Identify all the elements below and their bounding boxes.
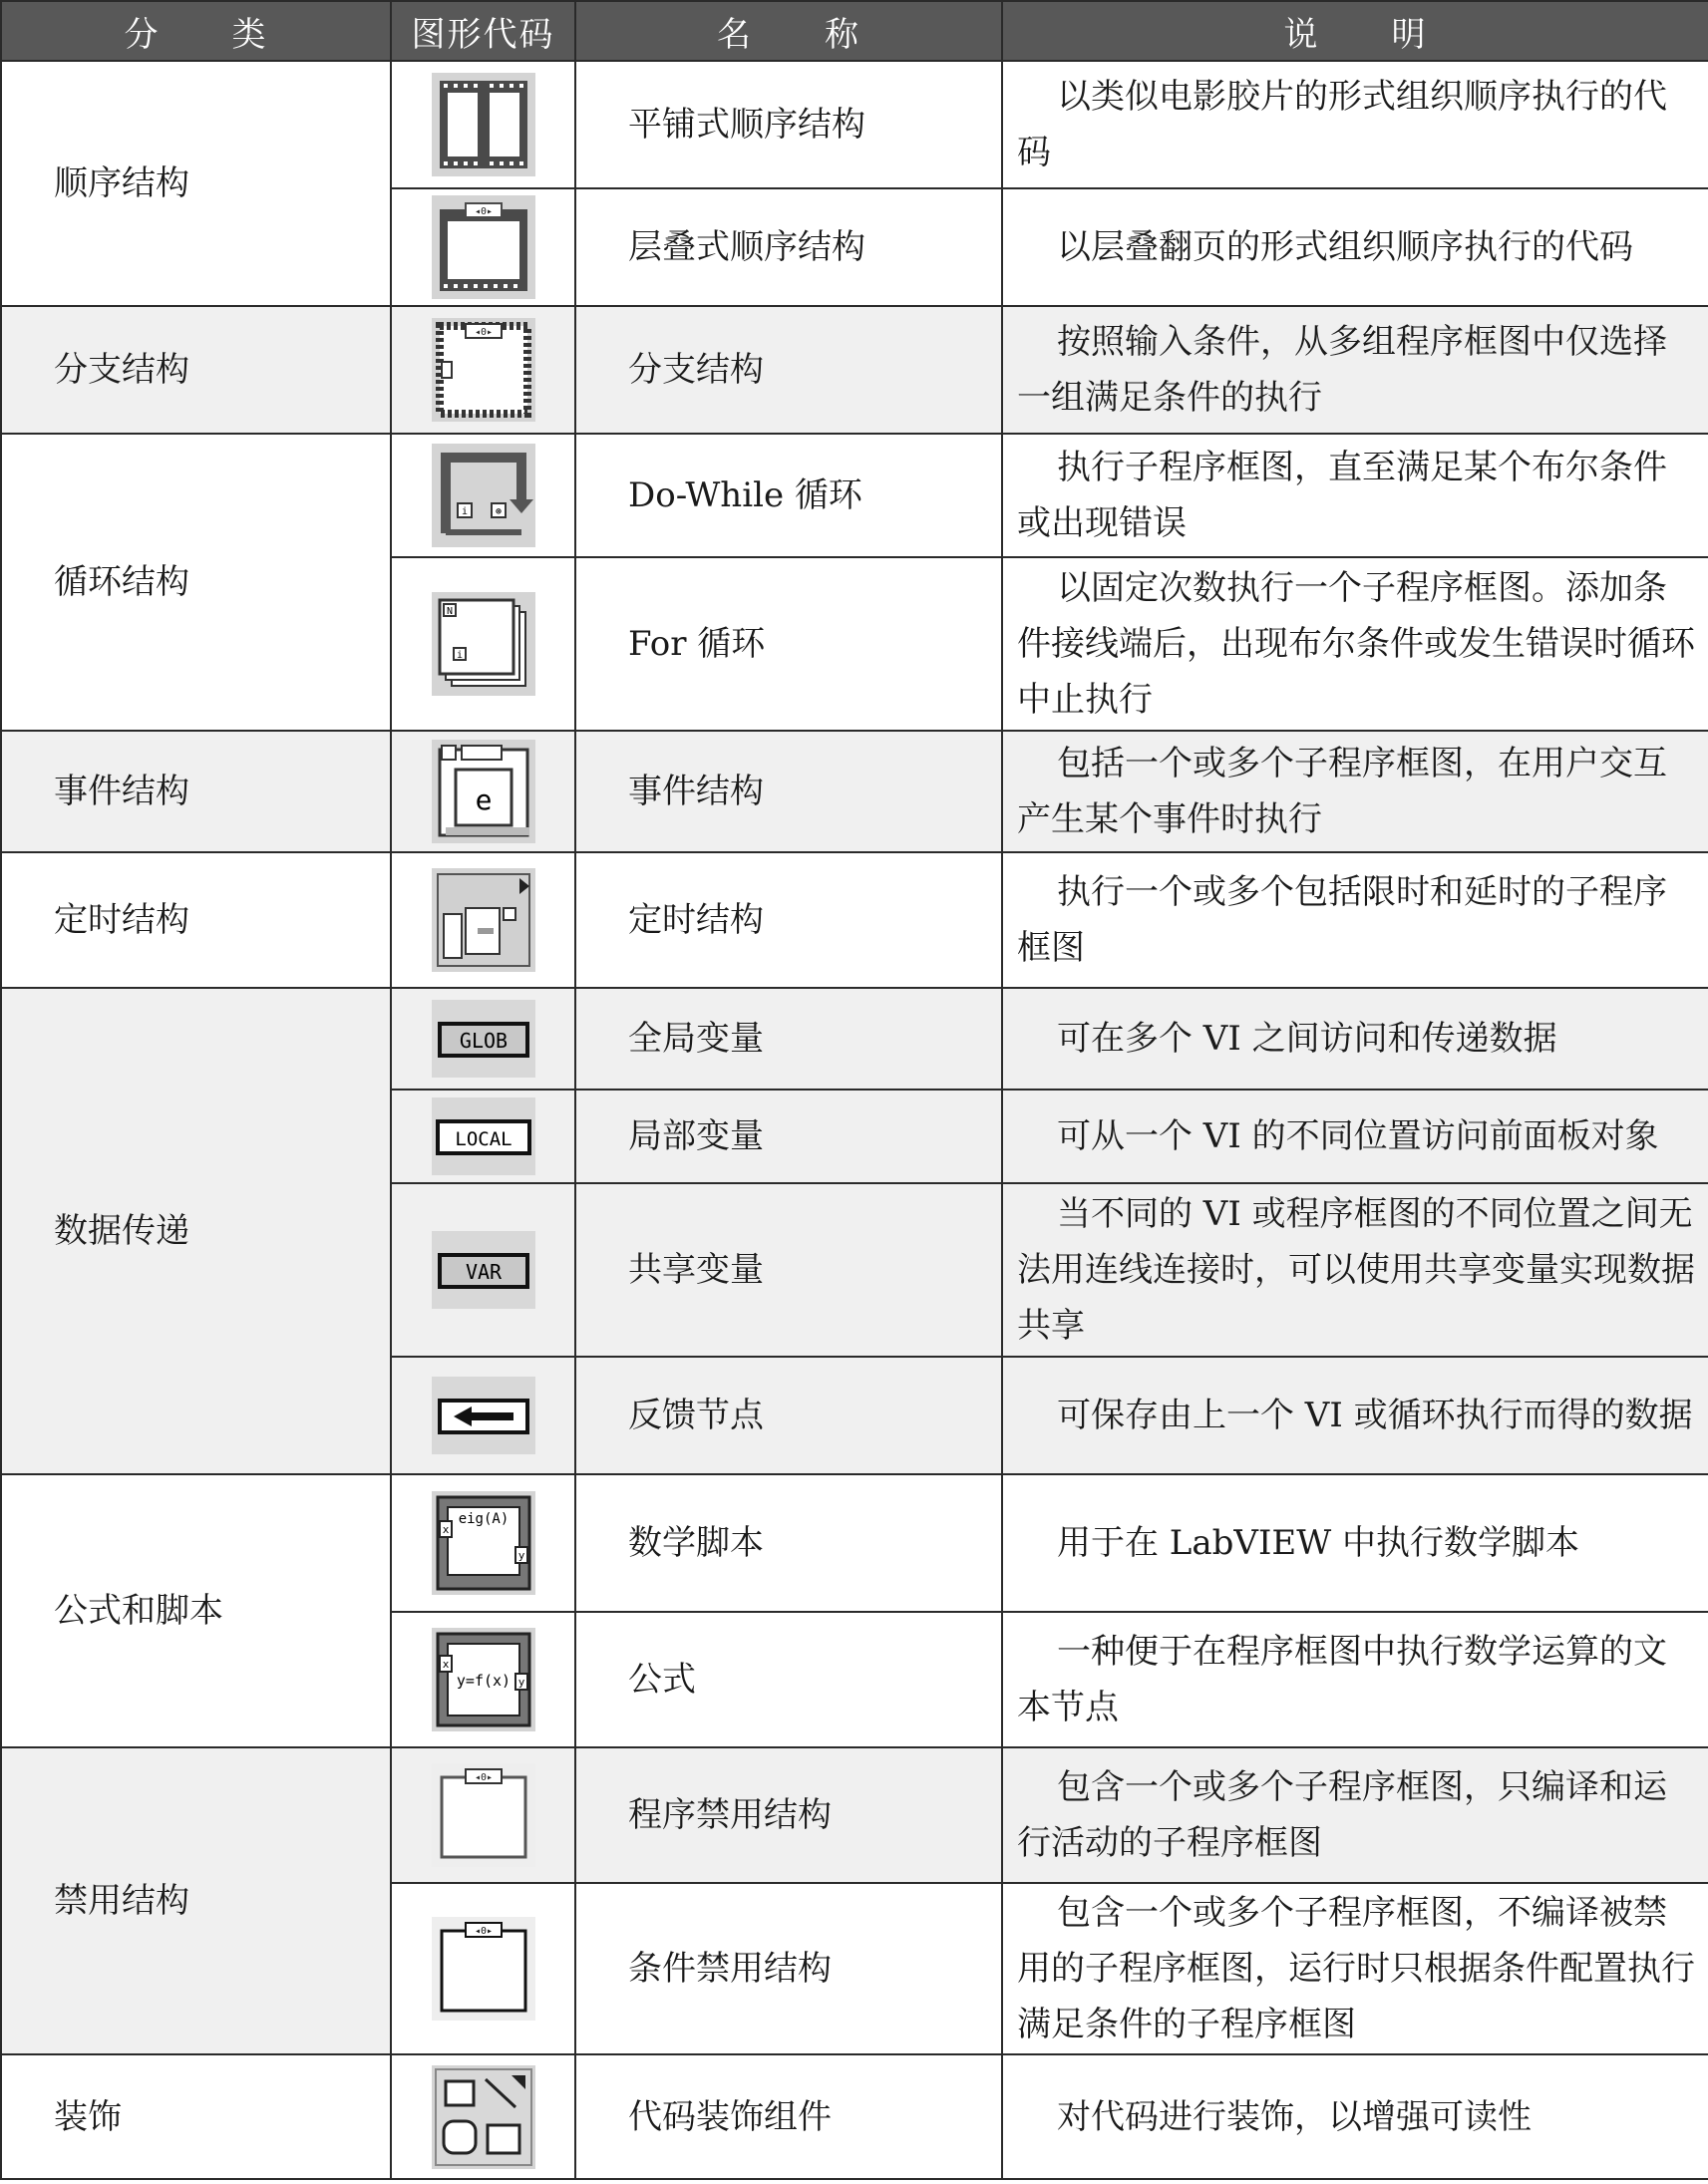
structure-name: 定时结构 <box>575 852 1002 988</box>
structure-name: For 循环 <box>575 557 1002 731</box>
structure-name: 反馈节点 <box>575 1357 1002 1474</box>
category-cell: 顺序结构 <box>1 61 391 306</box>
conditional-disable-icon <box>432 1917 535 2021</box>
category-cell: 定时结构 <box>1 852 391 988</box>
structure-name: 公式 <box>575 1612 1002 1747</box>
structure-description: 执行子程序框图，直至满足某个布尔条件或出现错误 <box>1002 434 1708 557</box>
svg-text:⊛: ⊛ <box>495 506 502 517</box>
table-row <box>1 731 1708 852</box>
header-icon: 图形代码 <box>391 1 575 61</box>
structure-description: 包括一个或多个子程序框图，在用户交互产生某个事件时执行 <box>1002 731 1708 852</box>
svg-text:i: i <box>456 650 463 661</box>
structure-name: 事件结构 <box>575 731 1002 852</box>
structure-description: 执行一个或多个包括限时和延时的子程序框图 <box>1002 852 1708 988</box>
svg-text:N: N <box>446 606 453 617</box>
table-row <box>1 1474 1708 1612</box>
structure-description: 对代码进行装饰，以增强可读性 <box>1002 2054 1708 2179</box>
svg-text:x: x <box>442 1523 449 1536</box>
structure-name: 条件禁用结构 <box>575 1883 1002 2054</box>
diagram-disable-icon <box>432 1763 535 1867</box>
structure-name: 数学脚本 <box>575 1474 1002 1612</box>
category-cell: 禁用结构 <box>1 1747 391 2054</box>
category-cell: 装饰 <box>1 2054 391 2179</box>
table-row <box>1 2054 1708 2179</box>
header-category: 分 类 <box>1 1 391 61</box>
svg-text:◂0▸: ◂0▸ <box>474 327 493 338</box>
shared-variable-icon <box>432 1231 535 1309</box>
structure-description: 用于在 LabVIEW 中执行数学脚本 <box>1002 1474 1708 1612</box>
structure-description: 可从一个 VI 的不同位置访问前面板对象 <box>1002 1090 1708 1183</box>
table-row <box>1 852 1708 988</box>
svg-text:e: e <box>475 783 492 816</box>
table-row <box>1 988 1708 1090</box>
svg-text:eig(A): eig(A) <box>458 1511 509 1527</box>
category-cell: 分支结构 <box>1 306 391 434</box>
svg-text:y: y <box>517 1676 524 1689</box>
svg-text:◂0▸: ◂0▸ <box>474 1772 493 1783</box>
svg-text:◂0▸: ◂0▸ <box>474 206 493 217</box>
category-cell: 循环结构 <box>1 434 391 731</box>
table-row <box>1 434 1708 557</box>
svg-text:LOCAL: LOCAL <box>454 1128 512 1150</box>
category-cell: 事件结构 <box>1 731 391 852</box>
structure-name: 层叠式顺序结构 <box>575 188 1002 306</box>
header-name: 名 称 <box>575 1 1002 61</box>
table-row <box>1 1747 1708 1883</box>
structure-name: 程序禁用结构 <box>575 1747 1002 1883</box>
structure-description: 一种便于在程序框图中执行数学运算的文本节点 <box>1002 1612 1708 1747</box>
structure-name: 平铺式顺序结构 <box>575 61 1002 188</box>
structure-description: 以固定次数执行一个子程序框图。添加条件接线端后，出现布尔条件或发生错误时循环中止执行 <box>1002 557 1708 731</box>
header-description: 说 明 <box>1002 1 1708 61</box>
structure-description: 以层叠翻页的形式组织顺序执行的代码 <box>1002 188 1708 306</box>
structure-name: 分支结构 <box>575 306 1002 434</box>
svg-text:◂0▸: ◂0▸ <box>474 1926 493 1937</box>
event-structure-icon <box>432 740 535 843</box>
formula-node-icon <box>432 1628 535 1731</box>
structure-name: 全局变量 <box>575 988 1002 1090</box>
structure-name: 共享变量 <box>575 1183 1002 1357</box>
svg-text:i: i <box>461 506 468 517</box>
structure-description: 可在多个 VI 之间访问和传递数据 <box>1002 988 1708 1090</box>
header-row <box>1 1 1708 61</box>
structure-description: 包含一个或多个子程序框图，只编译和运行活动的子程序框图 <box>1002 1747 1708 1883</box>
table-row <box>1 306 1708 434</box>
structure-description: 包含一个或多个子程序框图，不编译被禁用的子程序框图，运行时只根据条件配置执行满足条件的子程序框图 <box>1002 1883 1708 2054</box>
structure-name: 代码装饰组件 <box>575 2054 1002 2179</box>
structure-name: Do-While 循环 <box>575 434 1002 557</box>
timed-structure-icon <box>432 868 535 972</box>
feedback-node-icon <box>432 1377 535 1454</box>
structure-name: 局部变量 <box>575 1090 1002 1183</box>
flat-sequence-icon <box>432 73 535 176</box>
structure-description: 当不同的 VI 或程序框图的不同位置之间无法用连线连接时，可以使用共享变量实现数据共享 <box>1002 1183 1708 1357</box>
svg-text:x: x <box>442 1658 449 1671</box>
svg-text:GLOB: GLOB <box>459 1029 508 1053</box>
structure-description: 以类似电影胶片的形式组织顺序执行的代码 <box>1002 61 1708 188</box>
structure-description: 按照输入条件，从多组程序框图中仅选择一组满足条件的执行 <box>1002 306 1708 434</box>
category-cell: 数据传递 <box>1 988 391 1474</box>
while-loop-icon <box>432 444 535 547</box>
stacked-sequence-icon <box>432 195 535 299</box>
table-row <box>1 61 1708 188</box>
structure-description: 可保存由上一个 VI 或循环执行而得的数据 <box>1002 1357 1708 1474</box>
case-structure-icon <box>432 318 535 422</box>
svg-text:y=f(x): y=f(x) <box>456 1672 511 1690</box>
mathscript-node-icon <box>432 1491 535 1595</box>
for-loop-icon <box>432 592 535 696</box>
local-variable-icon <box>432 1097 535 1175</box>
svg-text:VAR: VAR <box>465 1260 502 1284</box>
svg-text:y: y <box>517 1549 524 1562</box>
decorations-icon <box>432 2065 535 2169</box>
global-variable-icon <box>432 1000 535 1078</box>
category-cell: 公式和脚本 <box>1 1474 391 1747</box>
